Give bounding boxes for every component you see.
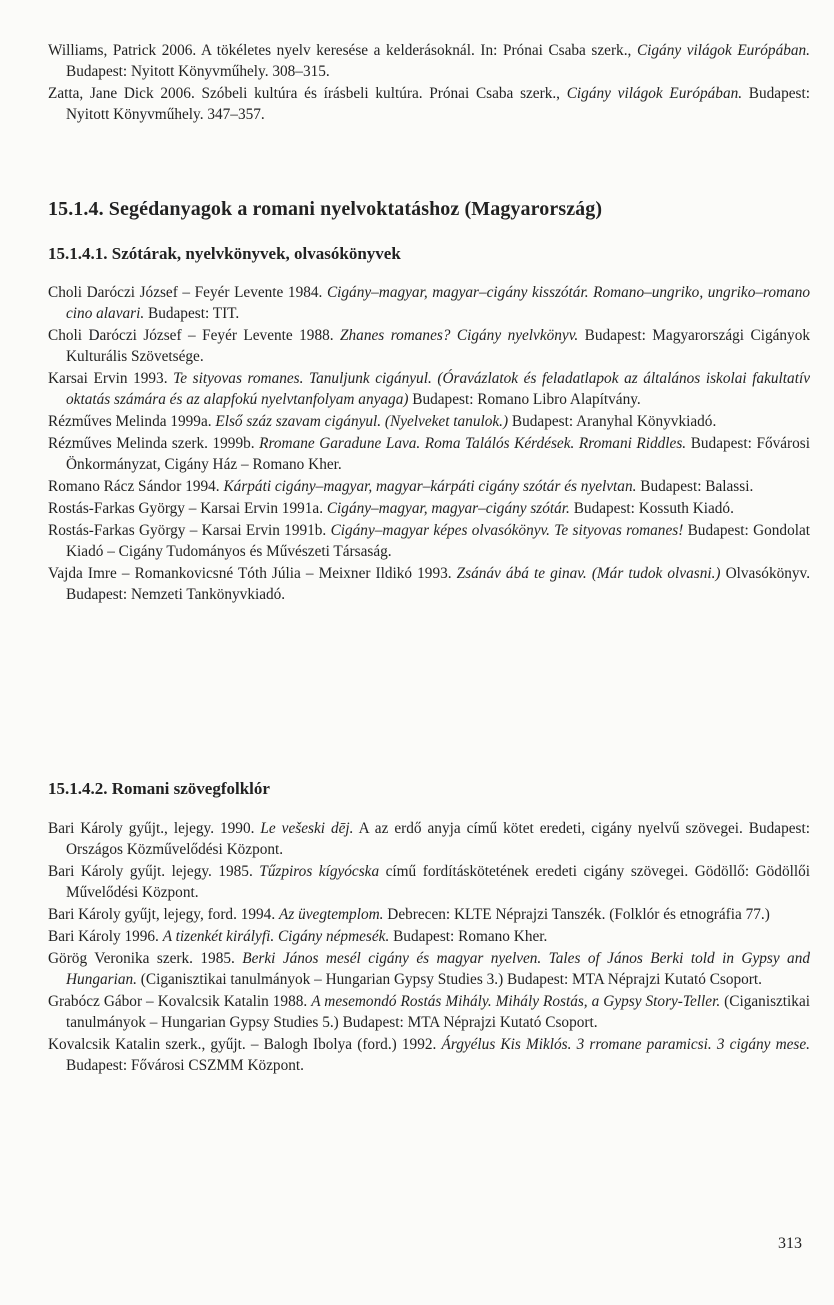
reference-title: Rromane Garadune Lava. Roma Találós Kérdések. Rromani Riddles. [259,435,687,452]
reference-author-year: Choli Daróczi József – Feyér Levente 1984. [48,284,327,301]
reference-author-year: Choli Daróczi József – Feyér Levente 1988. [48,327,341,344]
reference-title: Cigány világok Európában. [566,85,743,102]
reference-publication: Budapest: Nyitott Könyvműhely. 308–315. [66,63,330,80]
reference-entry [48,1034,810,1076]
reference-publication: című fordításkötetének eredeti cigány szövegei. Gödöllő: Gödöllői Művelődési Központ. [66,863,810,901]
reference-title: Zhanes romanes? Cigány nyelvkönyv. [340,327,579,344]
reference-publication: Budapest: Fővárosi CSZMM Központ. [66,1057,304,1074]
reference-entry [48,904,810,925]
subsection-heading-dictionaries: 15.1.4.1. Szótárak, nyelvkönyvek, olvasókönyvek [48,244,401,263]
reference-title: Az üvegtemplom. [278,906,384,923]
reference-entry [48,433,810,475]
reference-entry [48,498,810,519]
reference-publication: (Ciganisztikai tanulmányok – Hungarian Gypsy Studies 5.) Budapest: MTA Néprajzi Kutató Csoport. [66,993,810,1031]
section-heading: 15.1.4. Segédanyagok a romani nyelvoktatáshoz (Magyarország) [48,198,603,220]
reference-title: Zsánáv ábá te ginav. (Már tudok olvasni.) [456,565,721,582]
subsection-heading-folklore: 15.1.4.2. Romani szövegfolklór [48,779,270,798]
reference-entry [48,40,810,82]
reference-entry [48,991,810,1033]
reference-author-year: Grabócz Gábor – Kovalcsik Katalin 1988. [48,993,312,1010]
reference-entry [48,411,810,432]
reference-publication: Budapest: Romano Libro Alapítvány. [408,391,641,408]
reference-entry [48,83,810,125]
reference-publication: Budapest: TIT. [144,305,240,322]
reference-publication: Budapest: Fővárosi Önkormányzat, Cigány Ház – Romano Kher. [66,435,810,473]
reference-title: Cigány–magyar, magyar–cigány szótár. [326,500,570,517]
reference-title: Cigány világok Európában. [636,42,810,59]
reference-author-year: Bari Károly gyűjt., lejegy. 1990. [48,820,261,837]
reference-author-year: Rostás-Farkas György – Karsai Ervin 1991b. [48,522,331,539]
reference-title: Le vešeski dēj. [260,820,354,837]
reference-publication: Olvasókönyv. Budapest: Nemzeti Tankönyvkiadó. [66,565,811,603]
reference-title: Berki János mesél cigány és magyar nyelven. Tales of János Berki told in Gypsy and Hungarian. [66,950,810,988]
reference-publication: Budapest: Romano Kher. [389,928,548,945]
reference-title: A tizenkét királyfi. Cigány népmesék. [162,928,390,945]
reference-publication: Budapest: Magyarországi Cigányok Kulturális Szövetsége. [66,327,810,365]
reference-author-year: Karsai Ervin 1993. [48,370,174,387]
reference-publication: Budapest: Kossuth Kiadó. [569,500,734,517]
reference-publication: Budapest: Nyitott Könyvműhely. 347–357. [66,85,810,123]
reference-title: Árgyélus Kis Miklós. 3 rromane paramicsi. 3 cigány mese. [441,1036,810,1053]
folklore-references [48,818,810,1077]
reference-publication: Budapest: Gondolat Kiadó – Cigány Tudományos és Művészeti Társaság. [66,522,811,560]
top-references [48,40,810,126]
reference-publication: Budapest: Balassi. [636,478,754,495]
reference-entry [48,282,810,324]
reference-entry [48,818,810,860]
reference-author-year: Bari Károly gyűjt, lejegy, ford. 1994. [48,906,279,923]
reference-author-year: Williams, Patrick 2006. A tökéletes nyelv keresése a kelderásoknál. In: Prónai Csaba szerk., [48,42,637,59]
reference-title: Tűzpiros kígyócska [259,863,380,880]
reference-title: Kárpáti cigány–magyar, magyar–kárpáti cigány szótár és nyelvtan. [223,478,637,495]
reference-publication: A az erdő anyja című kötet eredeti, cigány nyelvű szövegei. Budapest: Országos Közművelődési Központ. [66,820,810,858]
reference-title: Cigány–magyar, magyar–cigány kisszótár. Romano–ungriko, ungriko–romano cino alavari. [66,284,811,322]
reference-publication: (Ciganisztikai tanulmányok – Hungarian Gypsy Studies 3.) Budapest: MTA Néprajzi Kutató Csoport. [136,971,762,988]
reference-entry [48,368,810,410]
reference-author-year: Rézműves Melinda szerk. 1999b. [48,435,260,452]
dictionaries-references [48,282,810,606]
reference-publication: Budapest: Aranyhal Könyvkiadó. [508,413,717,430]
reference-author-year: Zatta, Jane Dick 2006. Szóbeli kultúra és írásbeli kultúra. Prónai Csaba szerk., [48,85,567,102]
reference-title: Te sityovas romanes. Tanuljunk cigányul. (Óravázlatok és feladatlapok az általános iskolai fakultatív oktatás számára és az alapfokú nyelvtanfolyam anyaga) [66,370,810,408]
reference-title: Cigány–magyar képes olvasókönyv. Te sityovas romanes! [330,522,684,539]
reference-entry [48,861,810,903]
page-number: 313 [778,1235,802,1252]
reference-entry [48,926,810,947]
reference-author-year: Rézműves Melinda 1999a. [48,413,216,430]
reference-author-year: Görög Veronika szerk. 1985. [48,950,243,967]
reference-author-year: Bari Károly 1996. [48,928,163,945]
reference-author-year: Bari Károly gyűjt. lejegy. 1985. [48,863,260,880]
reference-entry [48,563,810,605]
reference-entry [48,948,810,990]
reference-author-year: Kovalcsik Katalin szerk., gyűjt. – Balogh Ibolya (ford.) 1992. [48,1036,442,1053]
reference-title: Első száz szavam cigányul. (Nyelveket tanulok.) [215,413,509,430]
reference-entry [48,520,810,562]
reference-title: A mesemondó Rostás Mihály. Mihály Rostás, a Gypsy Story-Teller. [311,993,721,1010]
reference-author-year: Romano Rácz Sándor 1994. [48,478,224,495]
reference-entry [48,476,810,497]
reference-author-year: Vajda Imre – Romankovicsné Tóth Júlia – Meixner Ildikó 1993. [48,565,457,582]
reference-publication: Debrecen: KLTE Néprajzi Tanszék. (Folklór és etnográfia 77.) [383,906,770,923]
reference-author-year: Rostás-Farkas György – Karsai Ervin 1991a. [48,500,327,517]
reference-entry [48,325,810,367]
